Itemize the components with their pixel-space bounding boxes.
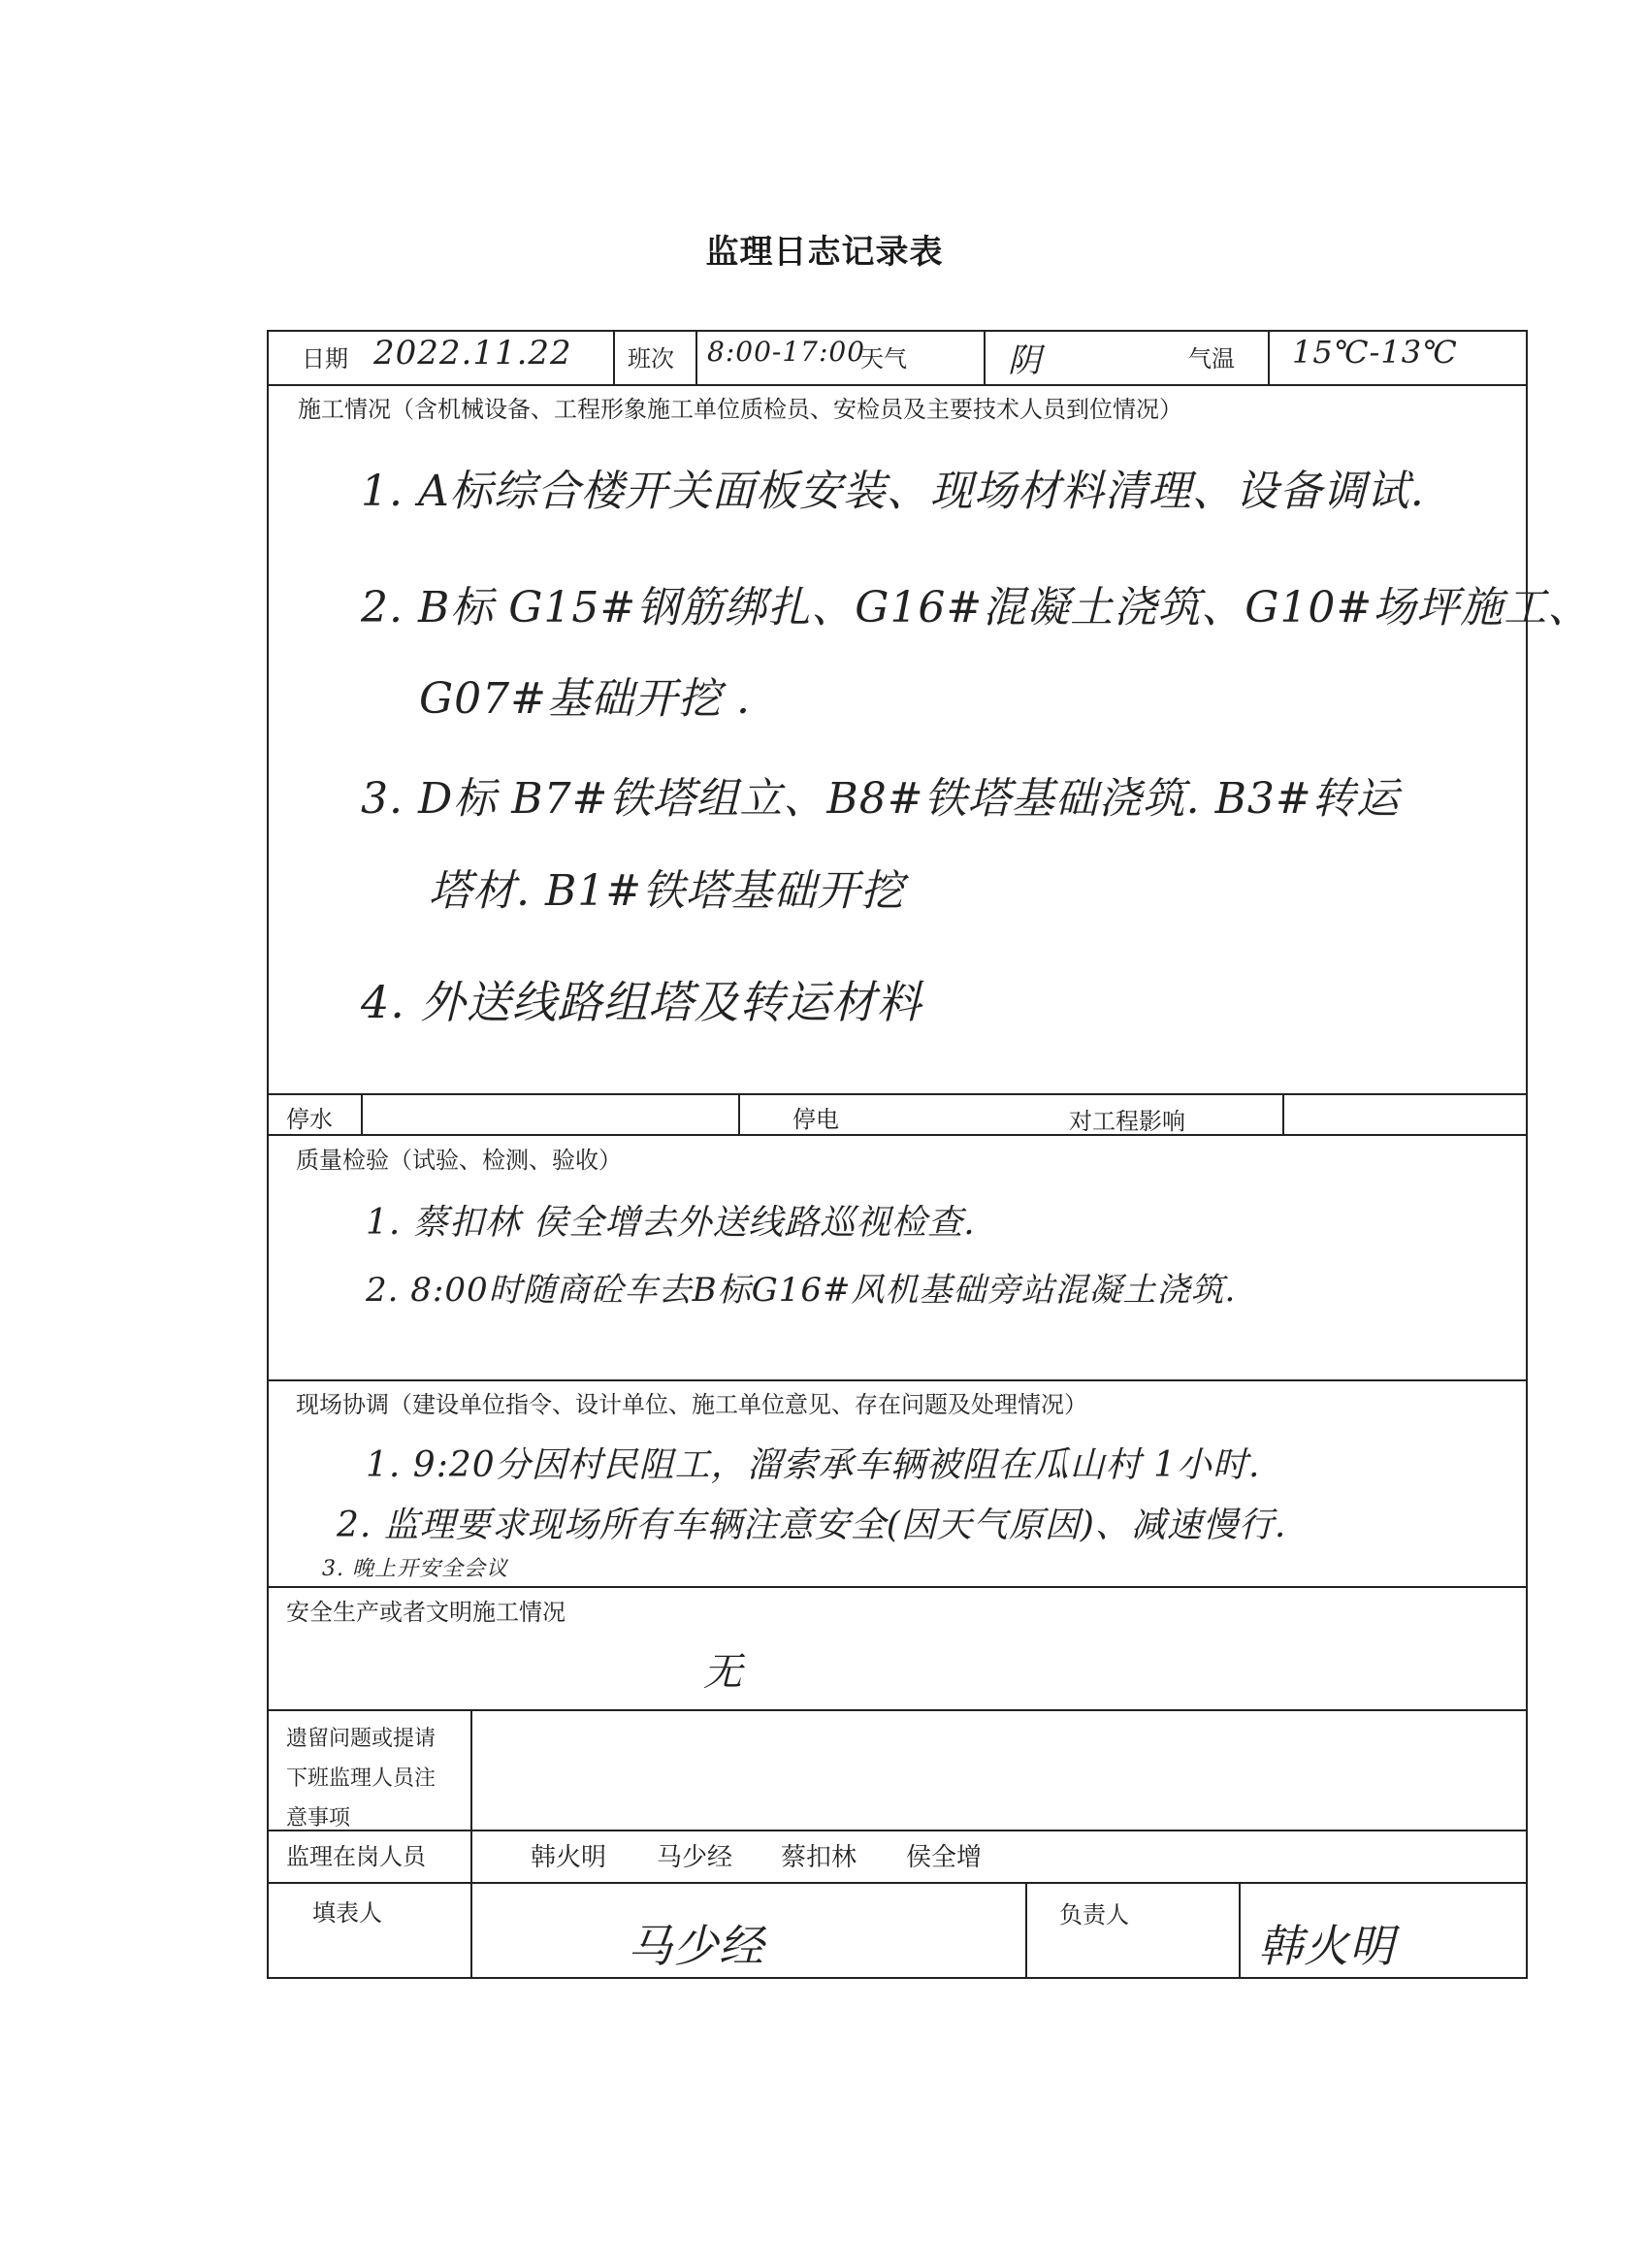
responsible-label: 负责人 — [1059, 1901, 1129, 1928]
power-outage-label: 停电 — [792, 1106, 839, 1133]
temp-label: 气温 — [1188, 345, 1235, 373]
staff-name: 马少经 — [657, 1843, 733, 1872]
construction-item: 塔材. B1#铁塔基础开挖 — [429, 866, 905, 916]
page-title: 监理日志记录表 — [705, 233, 944, 272]
filler-label: 填表人 — [312, 1899, 382, 1927]
temp-value: 15℃-13℃ — [1292, 334, 1458, 371]
date-label: 日期 — [302, 345, 348, 373]
quality-label: 质量检验（试验、检测、验收） — [296, 1147, 622, 1174]
weather-label: 天气 — [860, 345, 907, 373]
notes-label: 意事项 — [286, 1806, 351, 1831]
log-form — [267, 330, 1592, 1979]
filler-signature: 马少经 — [628, 1920, 764, 1972]
quality-item: 2. 8:00时随商砼车去B标G16#风机基础旁站混凝土浇筑. — [366, 1271, 1237, 1310]
staff-name: 韩火明 — [531, 1843, 607, 1872]
construction-item: G07#基础开挖 . — [419, 674, 751, 724]
coordination-item: 2. 监理要求现场所有车辆注意安全(因天气原因)、减速慢行. — [337, 1506, 1287, 1545]
staff-label: 监理在岗人员 — [286, 1843, 426, 1870]
safety-label: 安全生产或者文明施工情况 — [286, 1599, 566, 1626]
construction-label: 施工情况（含机械设备、工程形象施工单位质检员、安检员及主要技术人员到位情况） — [298, 396, 1182, 423]
quality-item: 1. 蔡扣林 侯全增去外送线路巡视检查. — [366, 1203, 976, 1243]
water-outage-label: 停水 — [286, 1106, 333, 1133]
notes-label: 遗留问题或提请 — [286, 1727, 436, 1751]
construction-item: 4. 外送线路组塔及转运材料 — [361, 976, 922, 1028]
date-value: 2022.11.22 — [373, 334, 572, 373]
staff-name: 侯全增 — [906, 1843, 983, 1872]
coordination-item: 1. 9:20分因村民阻工，溜索承车辆被阻在瓜山村 1小时. — [366, 1445, 1261, 1485]
shift-value: 8:00-17:00 — [707, 336, 866, 368]
safety-value: 无 — [703, 1650, 743, 1695]
shift-label: 班次 — [628, 345, 674, 373]
staff-name: 蔡扣林 — [781, 1843, 857, 1872]
responsible-signature: 韩火明 — [1258, 1920, 1395, 1972]
coordination-label: 现场协调（建设单位指令、设计单位、施工单位意见、存在问题及处理情况） — [296, 1391, 1087, 1418]
construction-item: 2. B标 G15#钢筋绑扎、G16#混凝土浇筑、G10#场坪施工、 — [361, 583, 1592, 632]
weather-value: 阴 — [1008, 341, 1042, 380]
coordination-item: 3. 晚上开安全会议 — [322, 1557, 508, 1581]
impact-label: 对工程影响 — [1069, 1108, 1185, 1135]
notes-label: 下班监理人员注 — [286, 1766, 436, 1791]
construction-item: 1. A标综合楼开关面板安装、现场材料清理、设备调试. — [361, 467, 1425, 516]
construction-item: 3. D标 B7#铁塔组立、B8#铁塔基础浇筑. B3#转运 — [361, 774, 1400, 824]
